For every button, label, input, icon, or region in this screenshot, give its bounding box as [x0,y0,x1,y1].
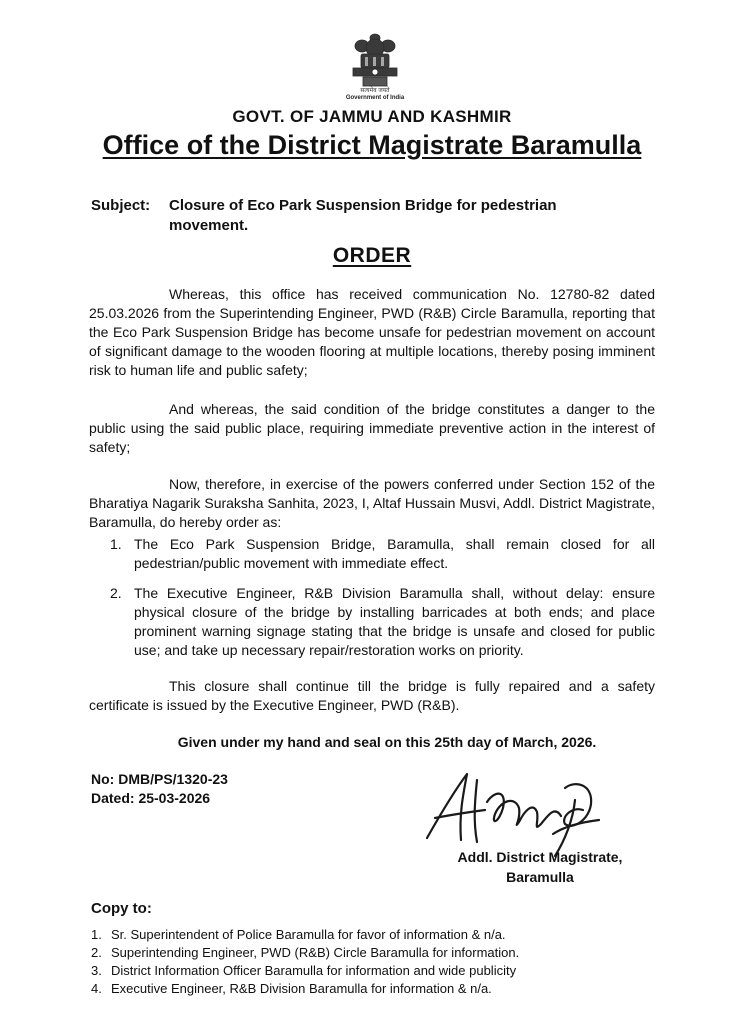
paragraph-and-whereas: And whereas, the said condition of the bridge constitutes a danger to the public using the said public place, requiring immediate preventive action in the interest of safety; [89,401,655,455]
emblem-icon [347,30,403,88]
order-item [110,535,655,573]
order-item-number: 1. [110,536,122,552]
copy-to-text: Sr. Superintendent of Police Baramulla for favor of information & n/a. [111,927,506,942]
given-under-hand: Given under my hand and seal on this 25th day of March, 2026. [177,734,597,750]
emblem-motto: सत्यमेव जयते [360,88,390,94]
signer-place: Baramulla [506,869,574,885]
copy-to-text: Executive Engineer, R&B Division Baramulla for information & n/a. [111,981,492,996]
reference-date: Dated: 25-03-2026 [91,790,211,806]
order-list [110,535,655,671]
copy-to-number: 2. [91,945,102,960]
paragraph-closure: This closure shall continue till the bridge is fully repaired and a safety certificate is issued by the Executive Engineer, PWD (R&B). [89,678,655,713]
order-title: ORDER [332,244,412,267]
office-title: Office of the District Magistrate Baramulla [102,130,642,160]
copy-to-label: Copy to: [91,900,152,917]
order-item-text: The Eco Park Suspension Bridge, Baramulla, shall remain closed for all pedestrian/public movement with immediate effect. [134,536,655,571]
copy-to-number: 3. [91,963,102,978]
reference-number: No: DMB/PS/1320-23 [91,771,228,787]
copy-to-list [91,926,691,998]
order-item-text: The Executive Engineer, R&B Division Baramulla shall, without delay: ensure physical closure of the bridge by installing barricades at both ends; and place prominent warning signage stating that the bridge is unsafe and closed for public use; and take up necessary repair/restoration works on priority. [134,585,655,658]
emblem-caption: Government of India [345,95,405,101]
national-emblem [340,30,410,110]
subject-label: Subject: [91,197,151,214]
copy-to-text: District Information Officer Baramulla for information and wide publicity [111,963,517,978]
reference-block [91,770,228,808]
order-item-number: 2. [110,585,122,601]
copy-to-item [91,980,691,998]
signer-block [420,847,660,887]
copy-to-text: Superintending Engineer, PWD (R&B) Circle Baramulla for information. [111,945,520,960]
copy-to-number: 1. [91,927,102,942]
paragraph-whereas: Whereas, this office has received communication No. 12780-82 dated 25.03.2026 from the Superintending Engineer, PWD (R&B) Circle Baramulla, reporting that the Eco Park Suspension Bridge has become unsafe for pedestrian movement on account of significant damage to the wooden flooring at multiple locations, thereby posing imminent risk to human life and public safety; [89,286,655,378]
subject-line-1: Closure of Eco Park Suspension Bridge for pedestrian [169,197,557,214]
copy-to-item [91,962,691,980]
signer-title: Addl. District Magistrate, [457,849,623,865]
copy-to-item [91,926,691,944]
copy-to-number: 4. [91,981,102,996]
subject-block [91,196,656,236]
subject-line-2: movement. [169,217,249,234]
copy-to-item [91,944,691,962]
govt-heading: GOVT. OF JAMMU AND KASHMIR [232,107,512,126]
order-item [110,584,655,660]
paragraph-now-therefore: Now, therefore, in exercise of the powers conferred under Section 152 of the Bharatiya Nagarik Suraksha Sanhita, 2023, I, Altaf Hussain Musvi, Addl. District Magistrate, Baramulla, do hereby order as: [89,476,655,530]
